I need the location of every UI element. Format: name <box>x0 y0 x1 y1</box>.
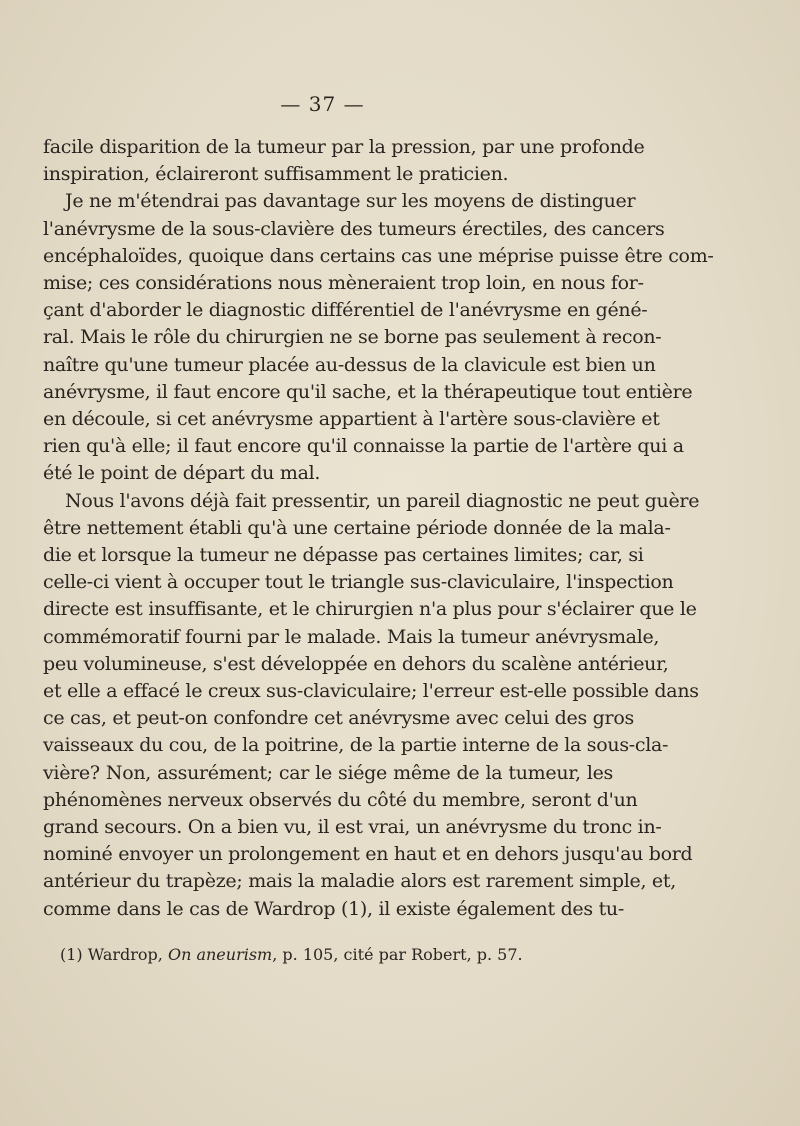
text-line: directe est insuffisante, et le chirurgien n'a plus pour s'éclairer que le <box>43 598 697 621</box>
text-line: être nettement établi qu'à une certaine période donnée de la mala- <box>43 516 671 539</box>
text-line: ral. Mais le rôle du chirurgien ne se borne pas seulement à recon- <box>43 326 662 349</box>
footnote-marker: (1) <box>60 945 83 964</box>
body-text <box>43 134 714 923</box>
text-line: peu volumineuse, s'est développée en dehors du scalène antérieur, <box>43 652 669 675</box>
text-line: encéphaloïdes, quoique dans certains cas une méprise puisse être com- <box>43 244 714 267</box>
footnote-title: On aneurism <box>167 945 273 964</box>
text-line: facile disparition de la tumeur par la pression, par une profonde <box>43 136 645 158</box>
text-line: vière? Non, assurément; car le siége même de la tumeur, les <box>43 761 613 784</box>
page-number: — 37 — <box>280 92 365 116</box>
text-line: celle-ci vient à occuper tout le triangle sus-claviculaire, l'inspection <box>43 571 674 594</box>
text-line: l'anévrysme de la sous-clavière des tumeurs érectiles, des cancers <box>43 217 665 240</box>
text-line: mise; ces considérations nous mèneraient trop loin, en nous for- <box>43 272 644 295</box>
text-line: Je ne m'étendrai pas davantage sur les moyens de distinguer <box>65 190 636 213</box>
text-line: grand secours. On a bien vu, il est vrai, un anévrysme du tronc in- <box>43 816 662 839</box>
text-line: nominé envoyer un prolongement en haut et en dehors jusqu'au bord <box>43 843 693 866</box>
text-line: commémoratif fourni par le malade. Mais la tumeur anévrysmale, <box>43 625 660 648</box>
text-line: anévrysme, il faut encore qu'il sache, et la thérapeutique tout entière <box>43 380 693 403</box>
text-line: çant d'aborder le diagnostic différentiel de l'anévrysme en géné- <box>43 299 648 322</box>
text-line: inspiration, éclaireront suffisamment le praticien. <box>43 163 509 186</box>
text-line: antérieur du trapèze; mais la maladie alors est rarement simple, et, <box>43 870 676 893</box>
text-line: vaisseaux du cou, de la poitrine, de la partie interne de la sous-cla- <box>43 734 669 757</box>
footnote-author: Wardrop, <box>87 945 163 964</box>
text-line: phénomènes nerveux observés du côté du membre, seront d'un <box>43 788 638 811</box>
text-line: ce cas, et peut-on confondre cet anévrysme avec celui des gros <box>43 707 634 730</box>
text-line: die et lorsque la tumeur ne dépasse pas certaines limites; car, si <box>43 544 644 567</box>
text-line: et elle a effacé le creux sus-claviculaire; l'erreur est-elle possible dans <box>43 680 699 703</box>
text-line: en découle, si cet anévrysme appartient à l'artère sous-clavière et <box>43 408 660 431</box>
text-line: comme dans le cas de Wardrop (1), il existe également des tu- <box>43 897 624 920</box>
text-line: été le point de départ du mal. <box>43 462 321 485</box>
footnote <box>60 945 620 964</box>
footnote-reference: , p. 105, cité par Robert, p. 57. <box>272 945 523 964</box>
text-line: naître qu'une tumeur placée au-dessus de la clavicule est bien un <box>43 353 656 376</box>
text-line: Nous l'avons déjà fait pressentir, un pareil diagnostic ne peut guère <box>65 489 700 512</box>
text-line: rien qu'à elle; il faut encore qu'il connaisse la partie de l'artère qui a <box>43 435 684 458</box>
